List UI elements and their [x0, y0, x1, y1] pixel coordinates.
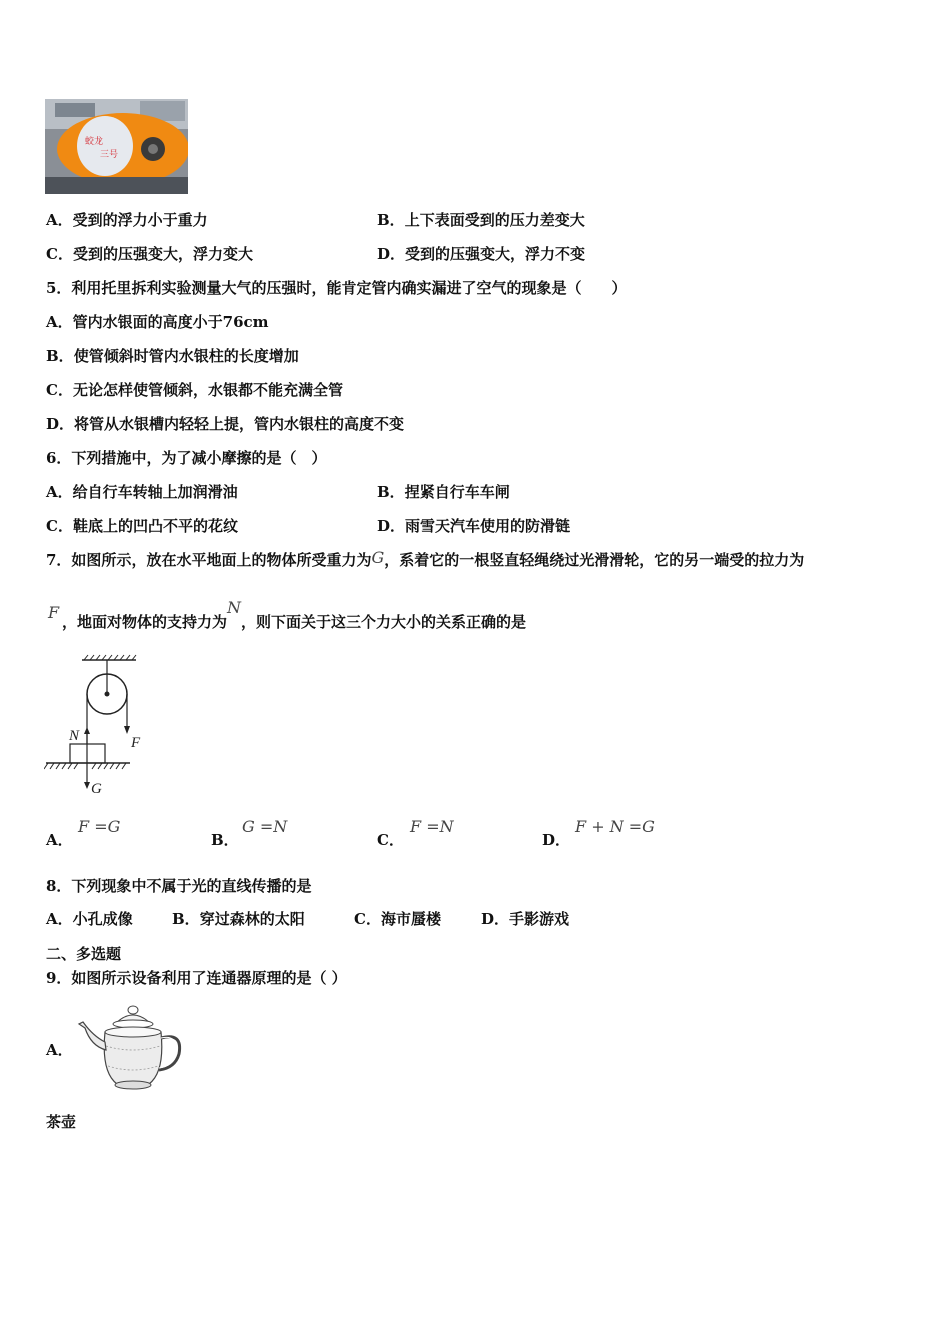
section-title: 二、多选题	[46, 945, 122, 963]
q6-option-a: A．给自行车转轴上加润滑油	[46, 483, 238, 501]
q7-option-c-formula: F =N	[410, 817, 454, 836]
q5-option-c: C．无论怎样使管倾斜，水银都不能充满全管	[46, 381, 343, 399]
q7-stem-line1: 7．如图所示，放在水平地面上的物体所受重力为G，系着它的一根竖直轻绳绕过光滑滑轮，它的另一端受的拉力为	[46, 548, 805, 569]
q5-option-a: A．管内水银面的高度小于76cm	[46, 313, 269, 331]
q7-option-d-letter: D．	[542, 831, 571, 849]
q6-option-b: B．捏紧自行车车闸	[377, 483, 510, 501]
photo-text-1: 蛟龙	[85, 136, 104, 146]
q7-option-a-letter: A．	[46, 831, 73, 849]
q6-option-d: D．雨雪天汽车使用的防滑链	[377, 517, 571, 535]
diagram-label-F: F	[131, 735, 141, 751]
q6-stem: 6．下列措施中，为了减小摩擦的是（ ）	[46, 449, 327, 467]
q7-option-d-formula: F + N =G	[575, 817, 655, 836]
q8-option-d: D．手影游戏	[481, 910, 570, 928]
q6-option-c: C．鞋底上的凹凸不平的花纹	[46, 517, 238, 535]
q9-stem: 9．如图所示设备利用了连通器原理的是（ ）	[46, 969, 347, 987]
q7-symbol-F: F	[48, 603, 60, 622]
diagram-label-N: N	[69, 728, 80, 744]
q8-option-c: C．海市蜃楼	[354, 910, 441, 928]
q9-option-a-caption: 茶壶	[46, 1113, 77, 1131]
q5-stem: 5．利用托里拆利实验测量大气的压强时，能肯定管内确实漏进了空气的现象是（ ）	[46, 279, 627, 297]
q8-option-b: B．穿过森林的太阳	[172, 910, 305, 928]
q4-option-a: A．受到的浮力小于重力	[46, 211, 208, 229]
q7-option-b-formula: G =N	[242, 817, 288, 836]
submersible-photo	[45, 99, 188, 194]
q5-option-d: D．将管从水银槽内轻轻上提，管内水银柱的高度不变	[46, 415, 405, 433]
diagram-label-G: G	[91, 781, 102, 797]
q9-option-a-letter: A．	[46, 1041, 73, 1059]
q8-option-a: A．小孔成像	[46, 910, 133, 928]
q7-stem-line2: ，地面对物体的支持力为N，则下面关于这三个力大小的关系正确的是	[62, 598, 527, 631]
q5-option-b: B．使管倾斜时管内水银柱的长度增加	[46, 347, 299, 365]
teapot-image	[75, 1002, 187, 1092]
photo-text-2: 三号	[100, 149, 119, 159]
q4-option-d: D．受到的压强变大，浮力不变	[377, 245, 586, 263]
q7-option-a-formula: F =G	[78, 817, 121, 836]
q4-option-c: C．受到的压强变大，浮力变大	[46, 245, 253, 263]
pulley-diagram	[44, 652, 144, 798]
q7-option-b-letter: B．	[211, 831, 239, 849]
q4-option-b: B．上下表面受到的压力差变大	[377, 211, 585, 229]
q7-option-c-letter: C．	[377, 831, 404, 849]
q8-stem: 8．下列现象中不属于光的直线传播的是	[46, 877, 312, 895]
